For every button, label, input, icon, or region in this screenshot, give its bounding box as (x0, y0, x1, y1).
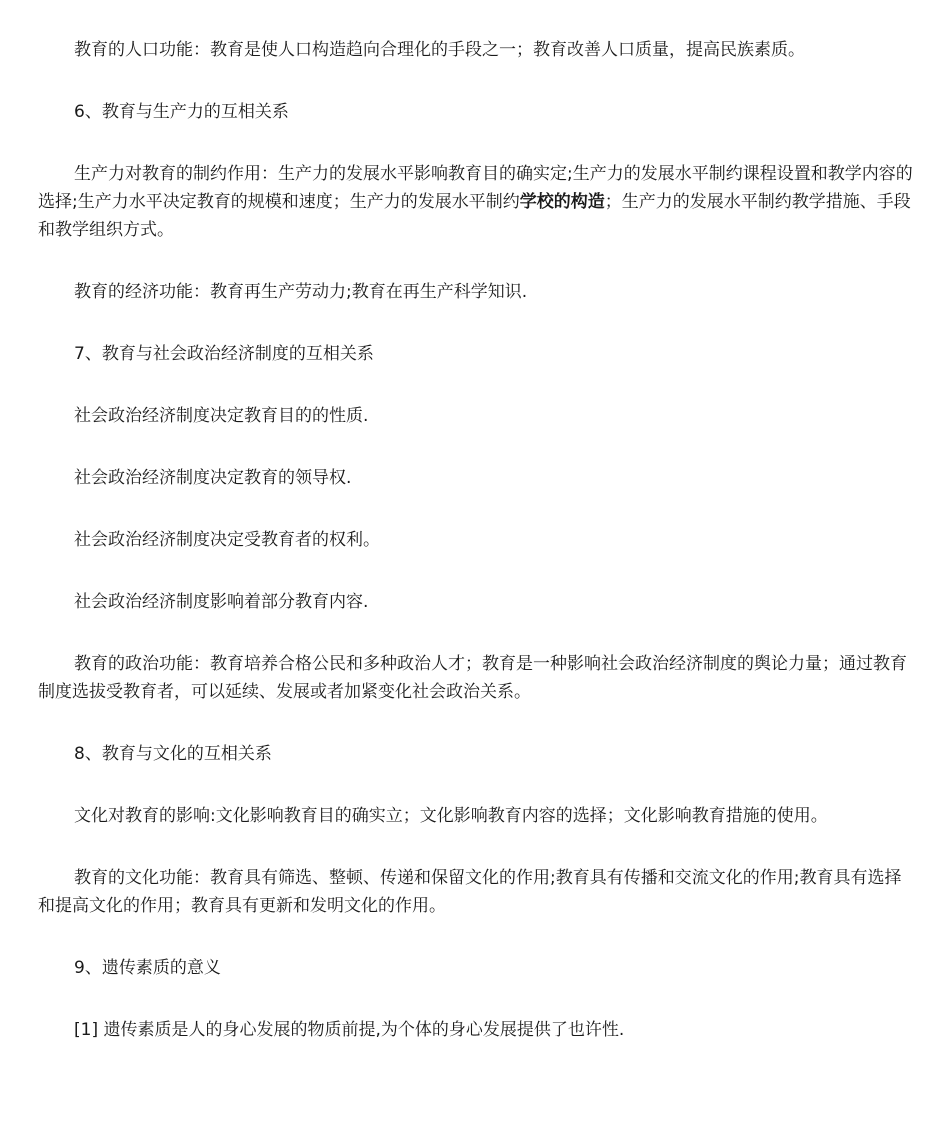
paragraph-cultural-function: 教育的文化功能：教育具有筛选、整顿、传递和保留文化的作用;教育具有传播和交流文化的作用;教育具有选择和提高文化的作用；教育具有更新和发明文化的作用。 (38, 868, 902, 916)
paragraph-productivity-text-2: ；生产力的发展水平制约教学措施、手段和教学组织方式。 (38, 192, 911, 240)
section-heading-8: 8、教育与文化的互相关系 (74, 744, 272, 764)
document-body (38, 0, 914, 1044)
paragraph-political-3: 社会政治经济制度决定受教育者的权利。 (74, 530, 380, 550)
section-heading-6: 6、教育与生产力的互相关系 (74, 102, 289, 122)
section-heading-9: 9、遗传素质的意义 (74, 958, 221, 978)
paragraph-political-2: 社会政治经济制度决定教育的领导权. (74, 468, 352, 488)
paragraph-economic-function: 教育的经济功能：教育再生产劳动力;教育在再生产科学知识. (74, 282, 528, 302)
paragraph-political-4: 社会政治经济制度影响着部分教育内容. (74, 592, 369, 612)
paragraph-political-function: 教育的政治功能：教育培养合格公民和多种政治人才；教育是一种影响社会政治经济制度的舆论力量；通过教育制度选拔受教育者，可以延续、发展或者加紧变化社会政治关系。 (38, 654, 907, 702)
paragraph-heredity-1: [1] 遗传素质是人的身心发展的物质前提,为个体的身心发展提供了也许性. (74, 1020, 625, 1040)
paragraph-culture-influence: 文化对教育的影响:文化影响教育目的确实立；文化影响教育内容的选择；文化影响教育措施的使用。 (74, 806, 828, 826)
section-heading-7: 7、教育与社会政治经济制度的互相关系 (74, 344, 374, 364)
paragraph-population-function: 教育的人口功能：教育是使人口构造趋向合理化的手段之一；教育改善人口质量，提高民族素质。 (74, 40, 805, 60)
paragraph-political-1: 社会政治经济制度决定教育目的的性质. (74, 406, 369, 426)
paragraph-productivity-constraint (38, 160, 914, 244)
paragraph-productivity-bold: 学校的构造 (519, 192, 605, 212)
paragraph-productivity-text-1: 生产力对教育的制约作用：生产力的发展水平影响教育目的确实定;生产力的发展水平制约课程设置和教学内容的选择;生产力水平决定教育的规模和速度；生产力的发展水平制约 (38, 164, 913, 212)
